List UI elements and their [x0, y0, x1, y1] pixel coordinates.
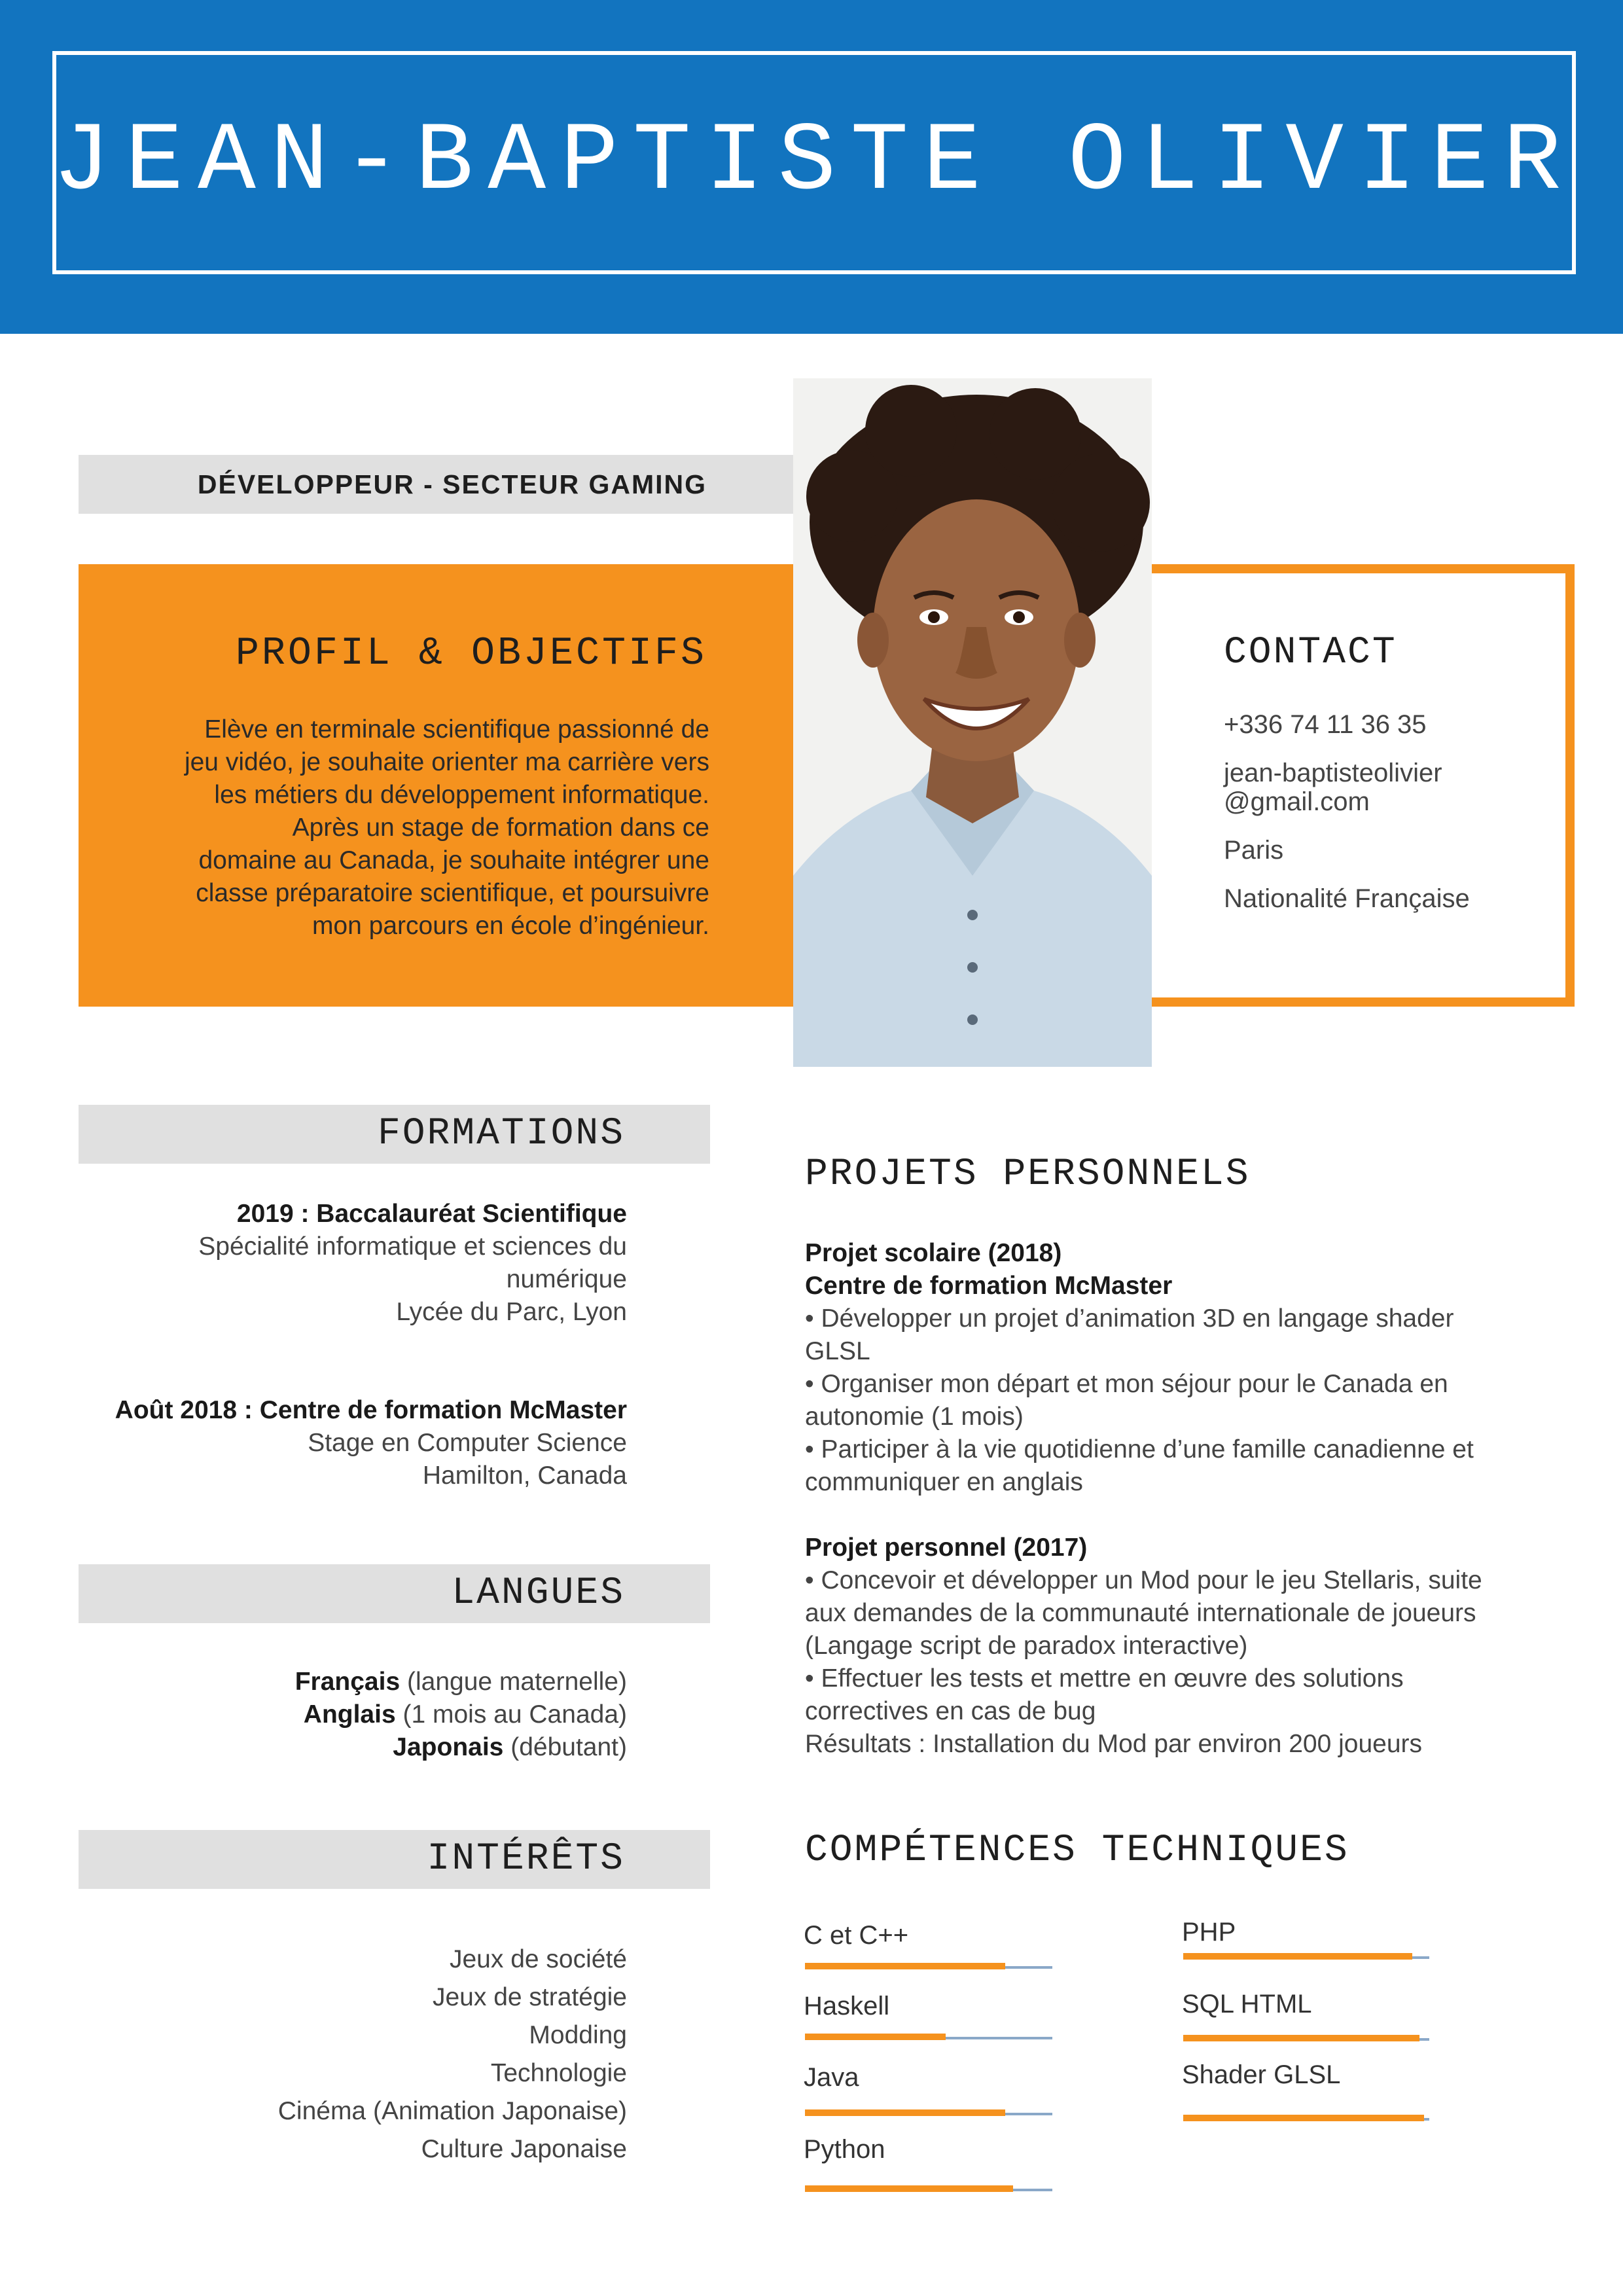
- langue-name: Anglais: [303, 1700, 396, 1729]
- projet-subheading: Centre de formation McMaster: [805, 1272, 1173, 1300]
- formations-title: FORMATIONS: [377, 1113, 625, 1155]
- profile-line: domaine au Canada, je souhaite intégrer une: [198, 846, 709, 874]
- profile-title: PROFIL & OBJECTIFS: [235, 632, 707, 676]
- formation-line: numérique: [506, 1265, 627, 1293]
- profile-line: classe préparatoire scientifique, et poursuivre: [196, 879, 709, 907]
- contact-city: Paris: [1224, 836, 1284, 865]
- projet-line: aux demandes de la communauté internationale de joueurs: [805, 1599, 1476, 1627]
- contact-nationality: Nationalité Française: [1224, 884, 1470, 913]
- projets-list: [805, 1237, 1558, 1761]
- profile-line: jeu vidéo, je souhaite orienter ma carrière vers: [184, 748, 709, 776]
- formation-line: Hamilton, Canada: [422, 1462, 627, 1490]
- skill-bar: [1183, 2115, 1424, 2121]
- interet-item: Technologie: [490, 2059, 627, 2087]
- profile-text: [118, 713, 709, 942]
- skill-bar: [805, 2109, 1005, 2116]
- langue-detail: (langue maternelle): [400, 1668, 627, 1696]
- projet-line: (Langage script de paradox interactive): [805, 1632, 1248, 1660]
- skill-label: Haskell: [804, 1992, 890, 2020]
- langue-detail: (1 mois au Canada): [395, 1700, 627, 1729]
- interet-item: Culture Japonaise: [421, 2135, 627, 2163]
- projet-line: autonomie (1 mois): [805, 1403, 1024, 1431]
- contact-email-line2: @gmail.com: [1224, 787, 1370, 816]
- skill-label: C et C++: [804, 1921, 909, 1950]
- langue-item: [79, 1698, 627, 1731]
- formation-item: [79, 1394, 627, 1492]
- skill-label: Python: [804, 2135, 885, 2164]
- interet-item: Jeux de stratégie: [432, 1983, 627, 2011]
- projet-line: correctives en cas de bug: [805, 1697, 1096, 1725]
- formation-line: Spécialité informatique et sciences du: [198, 1232, 627, 1261]
- formation-item: [79, 1198, 627, 1329]
- formation-line: Lycée du Parc, Lyon: [396, 1298, 627, 1326]
- projets-title: PROJETS PERSONNELS: [805, 1153, 1251, 1196]
- skill-bar: [805, 2185, 1013, 2192]
- competences-title: COMPÉTENCES TECHNIQUES: [805, 1829, 1349, 1872]
- skill-label: SQL HTML: [1182, 1990, 1312, 2018]
- contact-email[interactable]: [1224, 759, 1538, 816]
- profile-photo: [793, 378, 1152, 1067]
- profile-line: Elève en terminale scientifique passionné de: [204, 715, 709, 744]
- projet-line: • Développer un projet d’animation 3D en langage shader: [805, 1304, 1454, 1333]
- skill-label: PHP: [1182, 1918, 1236, 1946]
- formation-heading: 2019 : Baccalauréat Scientifique: [236, 1200, 627, 1228]
- job-title: DÉVELOPPEUR - SECTEUR GAMING: [197, 469, 707, 499]
- projet-line: • Effectuer les tests et mettre en œuvre des solutions: [805, 1664, 1404, 1693]
- formation-line: Stage en Computer Science: [308, 1429, 627, 1457]
- projet-line: • Concevoir et développer un Mod pour le jeu Stellaris, suite: [805, 1566, 1482, 1594]
- candidate-name: JEAN-BAPTISTE OLIVIER: [52, 108, 1576, 217]
- langue-name: Japonais: [393, 1733, 504, 1761]
- interet-item: Modding: [529, 2021, 627, 2049]
- contact-title: CONTACT: [1224, 632, 1397, 674]
- projet-line: • Participer à la vie quotidienne d’une famille canadienne et: [805, 1435, 1474, 1463]
- skill-bar: [805, 1963, 1005, 1969]
- projet-line: Résultats : Installation du Mod par environ 200 joueurs: [805, 1730, 1423, 1758]
- profile-line: Après un stage de formation dans ce: [292, 814, 709, 842]
- langue-name: Français: [294, 1668, 401, 1696]
- langue-item: [79, 1731, 627, 1764]
- skill-bar: [1183, 2035, 1419, 2041]
- langue-detail: (débutant): [503, 1733, 627, 1761]
- langues-list: [79, 1666, 627, 1764]
- contact-list: [1224, 710, 1538, 933]
- interet-item: Cinéma (Animation Japonaise): [277, 2097, 627, 2125]
- contact-phone[interactable]: +336 74 11 36 35: [1224, 710, 1427, 739]
- formation-heading: Août 2018 : Centre de formation McMaster: [115, 1396, 627, 1424]
- skill-label: Java: [804, 2063, 859, 2092]
- interet-item: Jeux de société: [449, 1945, 627, 1973]
- projet-line: GLSL: [805, 1337, 870, 1365]
- interets-title: INTÉRÊTS: [427, 1838, 625, 1880]
- projet-line: communiquer en anglais: [805, 1468, 1083, 1496]
- skill-label: Shader GLSL: [1182, 2060, 1341, 2089]
- projet-line: • Organiser mon départ et mon séjour pour le Canada en: [805, 1370, 1448, 1398]
- profile-line: les métiers du développement informatique.: [214, 781, 709, 809]
- langues-title: LANGUES: [452, 1572, 625, 1615]
- interets-list: [79, 1941, 627, 2168]
- projet-heading: Projet scolaire (2018): [805, 1239, 1062, 1267]
- portrait-illustration: [793, 378, 1152, 1067]
- skill-bar: [1183, 1953, 1412, 1960]
- profile-line: mon parcours en école d’ingénieur.: [312, 912, 709, 940]
- projet-heading: Projet personnel (2017): [805, 1534, 1088, 1562]
- skill-bar: [805, 2034, 946, 2040]
- langue-item: [79, 1666, 627, 1698]
- contact-email-line1: jean-baptisteolivier: [1224, 759, 1442, 787]
